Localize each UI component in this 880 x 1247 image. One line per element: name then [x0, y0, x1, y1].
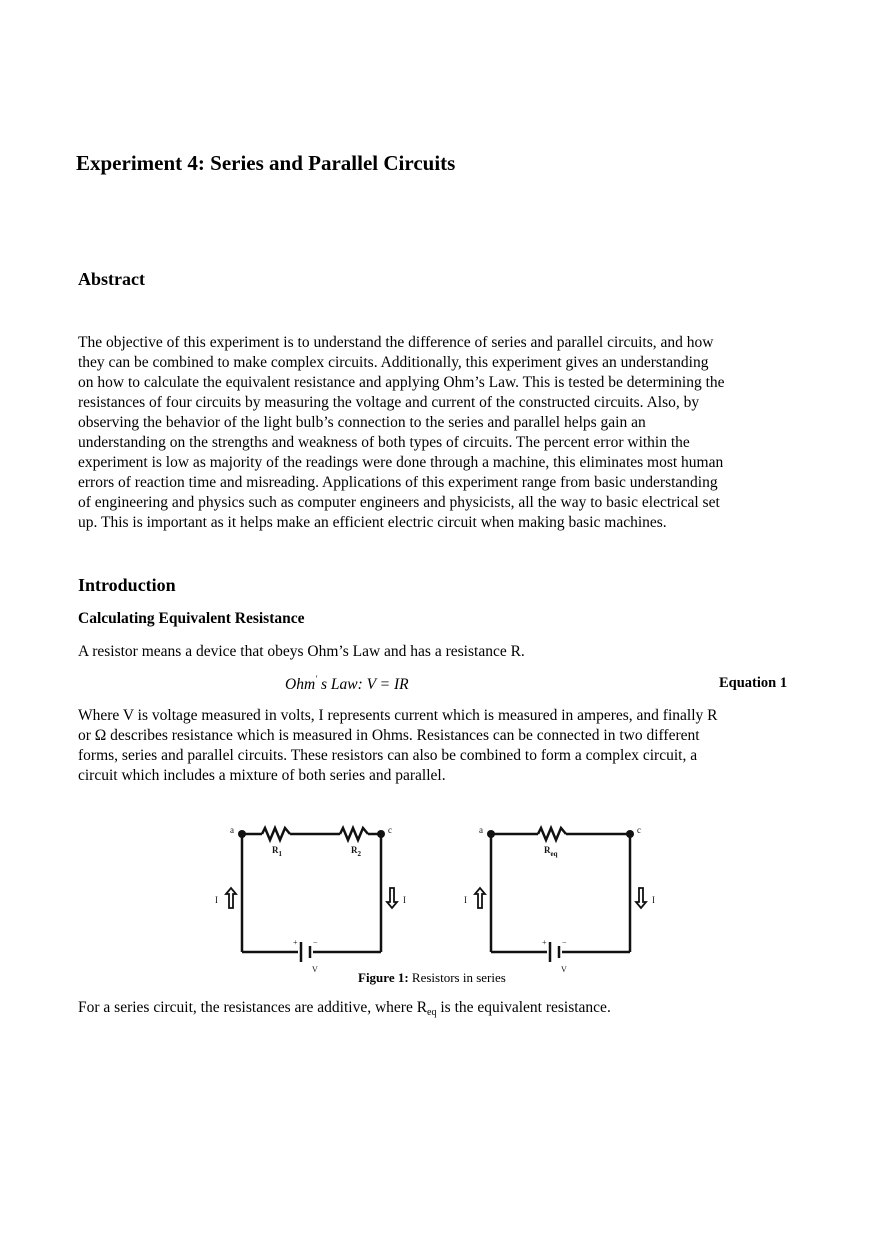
abstract-line: observing the behavior of the light bulb’s connection to the series and parallel helps gain an: [78, 414, 646, 431]
paragraph-line: circuit which includes a mixture of both series and parallel.: [78, 767, 446, 784]
plus-label: +: [542, 938, 547, 947]
paragraph-line: forms, series and parallel circuits. These resistors can also be combined to form a complex circuit, a: [78, 747, 698, 764]
abstract-heading: Abstract: [78, 269, 145, 289]
node-a-label: a: [479, 825, 483, 835]
r2-label: $R_2$: [351, 845, 361, 858]
figure-caption: Figure 1: Resistors in series: [358, 970, 506, 985]
minus-label: −: [562, 938, 567, 947]
current-label: I: [215, 895, 218, 905]
node-c-dot: [377, 830, 385, 838]
node-a-label: a: [230, 825, 234, 835]
abstract-paragraph: [78, 333, 802, 533]
current-label: I: [403, 895, 406, 905]
resistor-r2: [340, 828, 368, 840]
abstract-line: understanding on the strengths and weakness of both types of circuits. The percent error within the: [78, 434, 690, 451]
abstract-line: up. This is important as it helps make an efficient electric circuit when making basic machines.: [78, 514, 667, 531]
abstract-line: resistances of four circuits by measuring the voltage and current of the constructed circuits. Also, by: [78, 394, 700, 411]
abstract-line: they can be combined to make complex circuits. Additionally, this experiment gives an understanding: [78, 354, 709, 371]
paragraph-line: or Ω describes resistance which is measured in Ohms. Resistances can be connected in two different: [78, 727, 700, 744]
current-label: I: [652, 895, 655, 905]
left-circuit: [226, 828, 397, 962]
node-c-label: c: [388, 825, 392, 835]
voltage-label: V: [312, 965, 318, 974]
resistor-req: [538, 828, 566, 840]
node-a-dot: [238, 830, 246, 838]
r1-label: $R_1$: [272, 845, 282, 858]
voltage-label: V: [561, 965, 567, 974]
arrow-up-icon: [226, 888, 236, 908]
equation-label: Equation 1: [719, 675, 788, 691]
abstract-line: experiment is low as majority of the readings were done through a machine, this eliminates most human: [78, 454, 724, 471]
resistance-paragraph: [78, 706, 802, 786]
abstract-line: of engineering and physics such as computer engineers and physicists, all the way to basic electrical set: [78, 494, 720, 511]
current-label: I: [464, 895, 467, 905]
section-subheading: Calculating Equivalent Resistance: [78, 610, 305, 627]
node-c-label: c: [637, 825, 641, 835]
node-c-dot: [626, 830, 634, 838]
arrow-down-icon: [636, 888, 646, 908]
minus-label: −: [313, 938, 318, 947]
intro-line: A resistor means a device that obeys Ohm’s Law and has a resistance R.: [78, 643, 525, 660]
abstract-line: on how to calculate the equivalent resistance and applying Ohm’s Law. This is tested be determining the: [78, 374, 725, 391]
right-circuit: [475, 828, 646, 962]
paragraph-line: Where V is voltage measured in volts, I represents current which is measured in amperes, and finally R: [78, 707, 718, 724]
page-title: Experiment 4: Series and Parallel Circuits: [76, 151, 456, 175]
series-circuit-figure: [200, 817, 680, 977]
req-label: $R_{eq}$: [544, 845, 558, 858]
arrow-down-icon: [387, 888, 397, 908]
resistor-r1: [262, 828, 290, 840]
introduction-heading: Introduction: [78, 575, 176, 595]
ohms-law-equation: Ohm' s Law: V = IR: [285, 674, 409, 693]
arrow-up-icon: [475, 888, 485, 908]
series-additive-sentence: For a series circuit, the resistances are additive, where $R_{eq}$ is the equivalent resistance.: [78, 999, 611, 1018]
node-a-dot: [487, 830, 495, 838]
abstract-line: errors of reaction time and misreading. Applications of this experiment range from basic understanding: [78, 474, 718, 491]
plus-label: +: [293, 938, 298, 947]
abstract-line: The objective of this experiment is to understand the difference of series and parallel circuits, and how: [78, 334, 714, 351]
